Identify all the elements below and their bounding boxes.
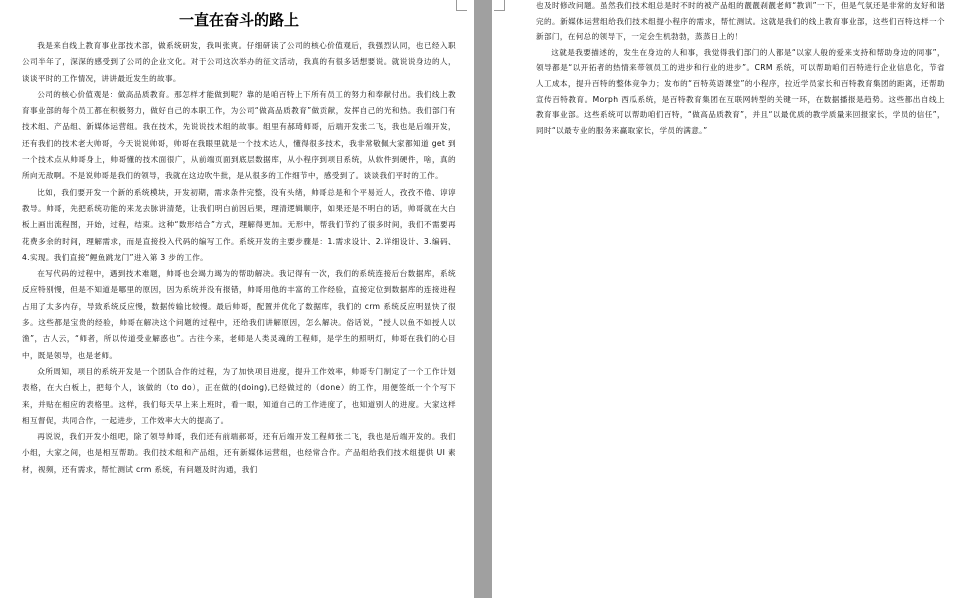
paragraph: 这就是我要描述的，发生在身边的人和事，我觉得我们部门的人都是“以家人般的爱来支持和帮助身边的同事”，领导都是“以开拓者的热情来带领员工的进步和行业的进步”。CRM 系统，可以帮助咱们百特进行企业信息化，节省人工成本，提升百特的整体竞争力；发布的“百特英语课堂”的小程序，拉近学员家长和百特教育集团的距离，还帮助宣传百特教育。Morph 西瓜系统，是百特教育集团在互联网转型的关键一环，在数据播报是趋势。这些都出自线上教育事业部。这些系统可以帮助咱们百特，“做高品质教育”，并且“以最优质的教学质量来回报家长，学员的信任”，同时“以最专业的服务来赢取家长，学员的满意。” [536,47,945,135]
paragraph: 我是来自线上教育事业部技术部，做系统研发，我叫张爽。仔细研读了公司的核心价值观后，我强烈认同，也已经入职公司半年了，深深的感受到了公司的企业文化。对于公司这次举办的征文活动，我真的有很多话想要说。就说说身边的人，谈谈平时的工作情况，讲讲最近发生的故事。 [22,41,456,83]
paragraph: 比如，我们要开发一个新的系统模块，开发初期，需求条件完整，没有头绪，帅哥总是和个平易近人，孜孜不倦、谆谆教导。帅哥，先把系统功能的来龙去脉讲清楚，让我们明白前因后果，理清逻辑顺序，如果还是不明白的话，帅哥就在大白板上画出流程图，开始，过程，结束。这种“数形结合”方式，理解得更加。无形中，帮我们节约了很多时间，我们不需要再花费多余的时间，理解需求，而是直接投入代码的编写工作。系统开发的主要步骤是：1.需求设计、2.详细设计、3.编码、4.实现。我们直接“鲤鱼跳龙门”进入第 3 步的工作。 [22,187,456,262]
crop-mark-top-left [494,0,505,11]
paragraph: 公司的核心价值观是：做高品质教育。那怎样才能做到呢？靠的是咱百特上下所有员工的努力和奉献付出。我们线上教育事业部的每个员工都在积极努力，做好自己的本职工作，为公司“做高品质教育”做贡献，发挥自己的光和热。我们部门有技术组、产品组、新媒体运营组。我在技术，先说说技术组的故事。组里有郝琦师哥，后端开发张二飞，我也是后端开发，还有我们的技术老大帅哥，今天说说帅哥，帅哥在我眼里就是一个技术达人，懂得很多技术，我非常敬佩大家都知道 get 到一个技术点从帅哥身上，帅哥懂的技术面很广，从前端页面到底层数据库，从小程序到项目系统，从软件到硬件，啥，真的所向无敌啊。不是说帅哥是我们的领导，我就在这边吹牛批，是从很多的工作细节中，感受到了。谈谈我们平时的工作。 [22,89,456,181]
paragraph: 也及时修改问题。虽然我们技术组总是时不时的被产品组的靓靓刹靓老师“教训”一下，但是气氛还是非常的友好和谐完的。新媒体运营组给我们技术组提小程序的需求，帮忙测试。这就是我们的线上教育事业部，这些们百特这样一个新部门，在何总的领导下，一定会生机勃勃，蒸蒸日上的！ [536,1,945,42]
paragraph: 众所周知，项目的系统开发是一个团队合作的过程，为了加快项目进度，提升工作效率，帅哥专门制定了一个工作计划表格，在大白板上，把每个人，该做的（to do），正在做的(doing),已经做过的（done）的工作，用便签纸一个个写下来，并贴在相应的表格里。这样，我们每天早上来上班时，看一眼，知道自己的工作进度了，也知道别人的进度。大家这样相互督促，共同合作，一起进步，工作效率大大的提高了。 [22,366,456,425]
paragraph: 再说说，我们开发小组吧，除了领导帅哥，我们还有前端郝哥，还有后端开发工程师张二飞，我也是后端开发的。我们小组，大家之间，也是相互帮助。我们技术组和产品组，还有新媒体运营组，也经常合作。产品组给我们技术组提供 UI 素材，视频，还有需求，帮忙测试 crm 系统，有问题及时沟通，我们 [22,432,456,474]
document-page-right [492,0,967,598]
crop-mark-top-right [456,0,467,11]
document-page-left [0,0,474,598]
document-title: 一直在奋斗的路上 [178,11,299,29]
paragraph: 在写代码的过程中，遇到技术难题，帅哥也会竭力竭为的帮助解决。我记得有一次，我们的系统连接后台数据库，系统反应特别慢，但是不知道是哪里的原因，因为系统并没有报错，帅哥用他的丰富的工作经验，直接定位到数据库的连接进程占用了太多内存，导致系统反应慢，数据传输比较慢。最后帅哥，配置并优化了数据库，我们的 crm 系统反应明显快了很多。这些都是宝贵的经验，帅哥在解决这个问题的过程中，还给我们讲解原因，怎么解决。俗话说，“授人以鱼不如授人以渔”，古人云，“师者，所以传道受业解惑也”。古往今来，老师是人类灵魂的工程师，是学生的照明灯，帅哥在我们的心目中，既是领导，也是老师。 [22,269,456,360]
